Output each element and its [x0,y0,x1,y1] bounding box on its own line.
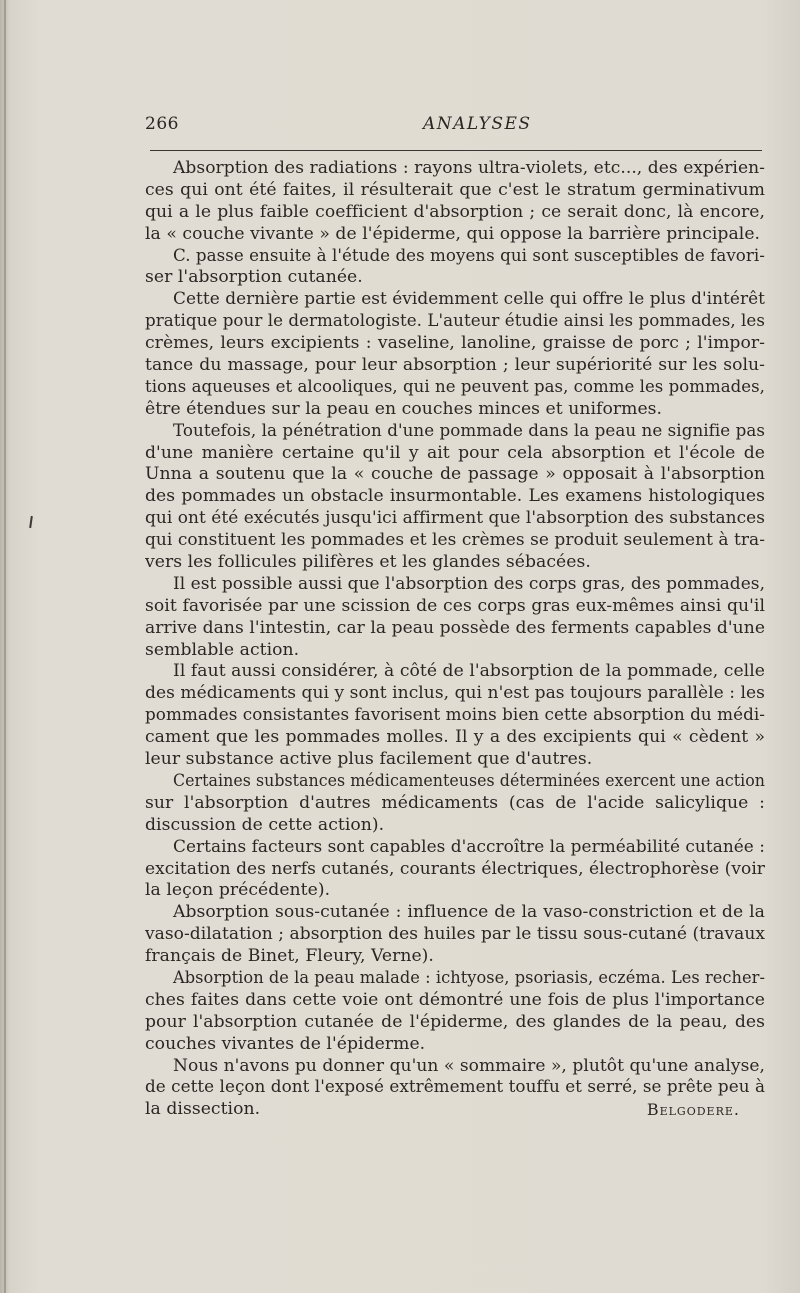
text-line [145,837,765,859]
page-header [145,114,765,142]
text-line [145,880,765,902]
text-line [145,924,765,946]
text-line-content: français de Binet, Fleury, Verne). [145,946,434,967]
text-line [145,333,765,355]
text-line-content: Toutefois, la pénétration d'une pommade dans la peau ne signifie pas [173,420,765,441]
text-line [145,640,765,662]
text-line-content: crèmes, leurs excipients : vaseline, lanoline, graisse de porc ; l'impor- [145,333,765,354]
text-line [145,1056,765,1078]
article-body [145,158,765,1121]
text-line-content: sur l'absorption d'autres médicaments (cas de l'acide salicylique : [145,792,765,813]
text-line [145,180,765,202]
text-line-content: C. passe ensuite à l'étude des moyens qui sont susceptibles de favori- [173,245,765,266]
text-line-content: Cette dernière partie est évidemment celle qui offre le plus d'intérêt [173,289,765,310]
text-line-content: qui ont été exécutés jusqu'ici affirment que l'absorption des substances [145,508,765,529]
text-line-content: excitation des nerfs cutanés, courants électriques, électrophorèse (voir [145,858,765,879]
text-line [145,355,765,377]
text-line-content: Absorption des radiations : rayons ultra-violets, etc..., des expérien- [173,158,765,178]
text-line-content: semblable action. [145,639,300,660]
text-line [145,661,765,683]
text-line-content: leur substance active plus facilement que d'autres. [145,749,593,770]
text-line-content: arrive dans l'intestin, car la peau possède des ferments capables d'une [145,617,765,638]
text-line-content: Absorption sous-cutanée : influence de la vaso-constriction et de la [173,902,765,923]
text-line-content: la « couche vivante » de l'épiderme, qui oppose la barrière principale. [145,223,761,244]
text-line-content: ces qui ont été faites, il résulterait que c'est le stratum germinativum [145,179,765,200]
text-line [145,618,765,640]
page-number: 266 [145,114,179,134]
book-spine-edge [4,0,6,1293]
text-line-content: vers les follicules pilifères et les glandes sébacées. [145,552,591,573]
header-rule [150,150,762,151]
text-line [145,815,765,837]
text-line [145,902,765,924]
text-line [145,1077,765,1099]
text-line-content: discussion de cette action). [145,814,385,835]
text-line-content: vaso-dilatation ; absorption des huiles par le tissu sous-cutané (travaux [145,924,765,945]
text-line [145,246,765,268]
text-line-content: couches vivantes de l'épiderme. [145,1033,426,1054]
text-line-content: Unna a soutenu que la « couche de passage » opposait à l'absorption [145,464,765,485]
text-line-content: Il est possible aussi que l'absorption des corps gras, des pommades, [173,573,765,594]
running-head: ANALYSES [423,114,532,134]
text-line [145,224,765,246]
text-line [145,793,765,815]
text-line-content: tance du massage, pour leur absorption ; leur supériorité sur les solu- [145,355,765,376]
text-line-content: des pommades un obstacle insurmontable. Les examens histologiques [145,486,765,507]
text-line [145,1099,765,1121]
text-line-content: Certaines substances médicamenteuses déterminées exercent une action [173,770,765,791]
text-line [145,552,765,574]
text-line [145,158,765,180]
text-line [145,399,765,421]
text-line-content: Nous n'avons pu donner qu'un « sommaire », plutôt qu'une analyse, [173,1055,765,1076]
text-line-content: pommades consistantes favorisent moins bien cette absorption du médi- [145,705,765,726]
text-line-content: tions aqueuses et alcooliques, qui ne peuvent pas, comme les pommades, [145,376,765,397]
text-line [145,202,765,224]
text-line-content: ches faites dans cette voie ont démontré une fois de plus l'importance [145,989,765,1010]
text-line [145,267,765,289]
text-line [145,705,765,727]
text-line [145,508,765,530]
text-line-content: la dissection. [145,1099,261,1120]
text-line [145,946,765,968]
text-line-content: cament que les pommades molles. Il y a des excipients qui « cèdent » [145,727,765,748]
text-line [145,443,765,465]
text-line [145,1012,765,1034]
text-line [145,596,765,618]
text-line [145,574,765,596]
text-line [145,530,765,552]
text-line-content: qui constituent les pommades et les crèmes se produit seulement à tra- [145,530,765,551]
text-line [145,749,765,771]
text-line-content: pratique pour le dermatologiste. L'auteur étudie ainsi les pommades, les [145,311,765,332]
text-line-content: de cette leçon dont l'exposé extrêmement touffu et serré, se prête peu à [145,1077,765,1098]
text-line-content: soit favorisée par une scission de ces corps gras eux-mêmes ainsi qu'il [145,595,765,616]
text-line [145,1034,765,1056]
text-line [145,311,765,333]
text-line-content: d'une manière certaine qu'il y ait pour cela absorption et l'école de [145,442,765,463]
text-line-content: Certains facteurs sont capables d'accroître la perméabilité cutanée : [173,836,765,857]
text-line-content: la leçon précédente). [145,880,331,901]
text-line-content: qui a le plus faible coefficient d'absorption ; ce serait donc, là encore, [145,201,765,222]
text-line [145,859,765,881]
text-line [145,377,765,399]
text-line [145,421,765,443]
text-line-content: Il faut aussi considérer, à côté de l'absorption de la pommade, celle [173,661,765,682]
text-line-content: pour l'absorption cutanée de l'épiderme, des glandes de la peau, des [145,1011,765,1032]
text-line [145,771,765,793]
text-line [145,727,765,749]
text-line [145,464,765,486]
text-line-content: des médicaments qui y sont inclus, qui n'est pas toujours parallèle : les [145,683,765,704]
text-line-content: ser l'absorption cutanée. [145,267,363,288]
text-line-content: être étendues sur la peau en couches minces et uniformes. [145,398,663,419]
text-line [145,486,765,508]
text-line [145,289,765,311]
text-line [145,968,765,990]
text-line-content: Absorption de la peau malade : ichtyose, psoriasis, eczéma. Les recher- [173,967,765,988]
text-line [145,683,765,705]
text-line [145,990,765,1012]
author-signature: Belgodere. [646,1100,740,1120]
